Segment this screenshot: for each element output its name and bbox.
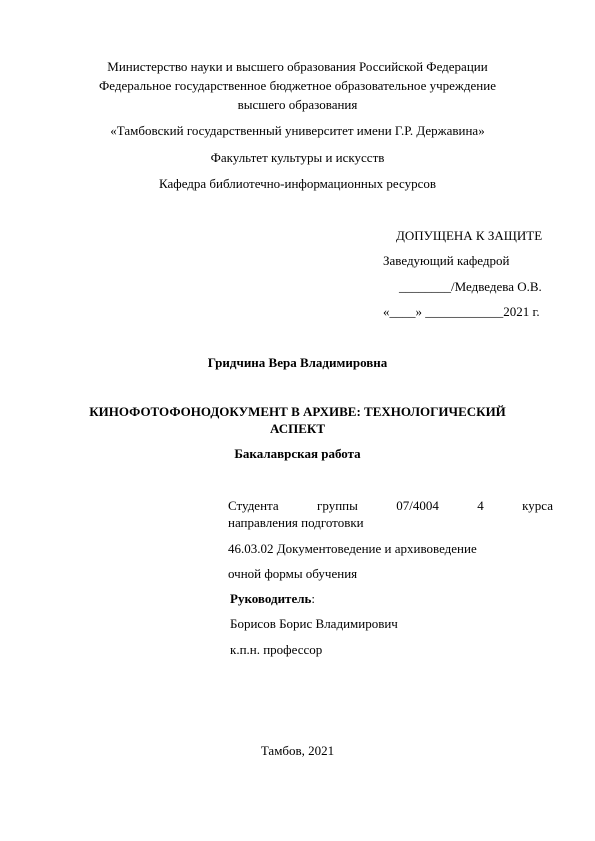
- thesis-title-line2: АСПЕКТ: [269, 421, 325, 436]
- study-form: очной формы обучения: [228, 566, 358, 581]
- faculty-name: Факультет культуры и искусств: [210, 150, 385, 165]
- course-word: курса: [522, 498, 553, 513]
- department-name: Кафедра библиотечно-информационных ресурсов: [159, 176, 436, 191]
- university-name: «Тамбовский государственный университет имени Г.Р. Державина»: [110, 123, 485, 138]
- group-number: 07/4004: [396, 498, 439, 513]
- thesis-type: Бакалаврская работа: [234, 446, 361, 461]
- thesis-title-line1: КИНОФОТОФОНОДОКУМЕНТ В АРХИВЕ: ТЕХНОЛОГИЧЕСКИЙ: [89, 404, 506, 419]
- ministry-name: Министерство науки и высшего образования Российской Федерации: [107, 59, 488, 74]
- student-info: [228, 498, 553, 531]
- author-name: Гридчина Вера Владимировна: [207, 355, 388, 370]
- approval-role: Заведующий кафедрой: [383, 253, 510, 268]
- course-number: 4: [477, 498, 484, 513]
- direction-label: направления подготовки: [228, 515, 364, 530]
- supervisor-name: Борисов Борис Владимирович: [230, 616, 398, 631]
- supervisor-colon: :: [311, 591, 316, 606]
- city-year: Тамбов, 2021: [260, 743, 335, 758]
- approval-status: ДОПУЩЕНА К ЗАЩИТЕ: [396, 228, 543, 243]
- student-word: Студента: [228, 498, 279, 513]
- supervisor-label: Руководитель: [230, 591, 312, 606]
- approval-date: «____» ____________2021 г.: [383, 304, 540, 319]
- education-level: высшего образования: [237, 97, 358, 112]
- student-group-line: [228, 498, 553, 514]
- supervisor-label-line: [230, 591, 315, 607]
- supervisor-title: к.п.н. профессор: [230, 642, 323, 657]
- direction-code: 46.03.02 Документоведение и архивоведение: [228, 541, 477, 556]
- institution-type: Федеральное государственное бюджетное образовательное учреждение: [99, 78, 496, 93]
- approval-signature: ________/Медведева О.В.: [399, 279, 542, 294]
- group-word: группы: [317, 498, 358, 513]
